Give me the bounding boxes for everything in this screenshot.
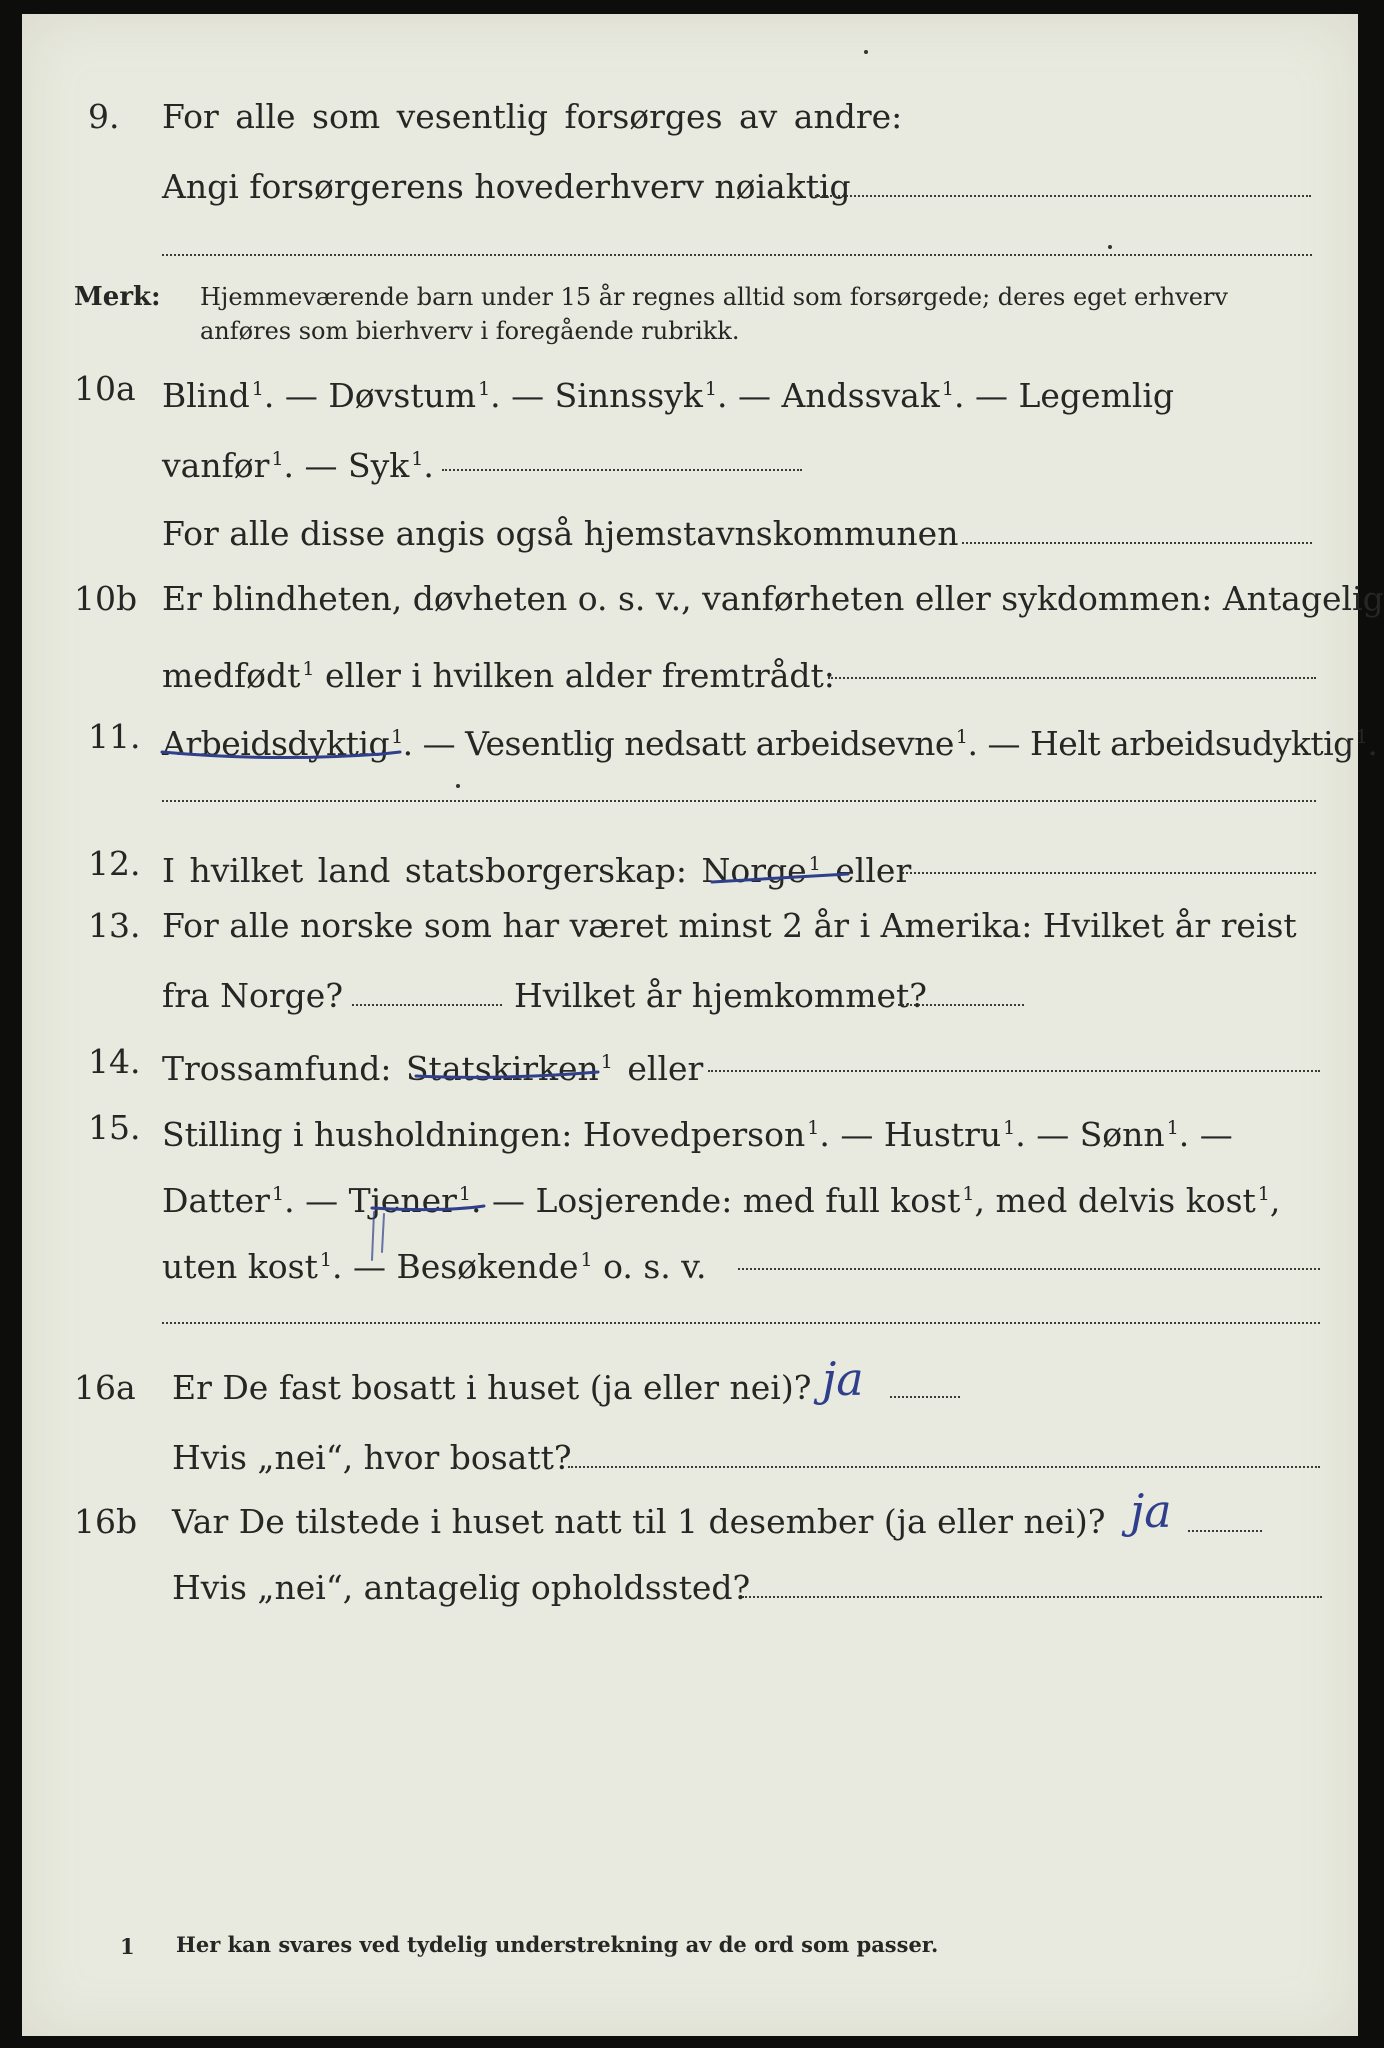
- footnote-ref: 1: [391, 726, 403, 748]
- question-10a-line-3: For alle disse angis også hjemstavnskommunen: [162, 514, 959, 553]
- option-sonn[interactable]: Sønn: [1079, 1115, 1165, 1154]
- footnote-ref: 1: [271, 448, 284, 470]
- option-tjener[interactable]: Tjener: [348, 1181, 457, 1220]
- question-15-line-1: Stilling i husholdningen: Hovedperson $^1$. — Hustru $^1$. — Sønn $^1$. —: [162, 1115, 1233, 1154]
- question-9-line-2: Angi forsørgerens hovederhverv nøiaktig: [162, 167, 851, 206]
- question-11-number: 11.: [88, 717, 141, 756]
- answer-line-q16a[interactable]: [890, 1396, 960, 1398]
- footnote-ref: 1: [962, 1183, 975, 1205]
- footnote-ref: 1: [319, 1249, 332, 1271]
- handwritten-answer-16a: ja: [822, 1352, 864, 1406]
- answer-line-q13-reist[interactable]: [352, 1004, 502, 1006]
- footnote-ref: 1: [478, 378, 491, 400]
- option-dovstum[interactable]: Døvstum: [328, 376, 477, 415]
- option-hovedperson[interactable]: Stilling i husholdningen: Hovedperson: [162, 1115, 806, 1154]
- option-blind[interactable]: Blind: [162, 376, 250, 415]
- question-16a-number: 16a: [74, 1368, 136, 1407]
- footnote-ref: 1: [941, 378, 954, 400]
- answer-line-q16b-opholdssted[interactable]: [742, 1596, 1322, 1598]
- merk-line-2: anføres som bierhverv i foregående rubrikk.: [200, 317, 740, 345]
- footnote-ref: 1: [807, 1117, 820, 1139]
- answer-line-q15-extra[interactable]: [162, 1322, 1320, 1324]
- question-16a-line-1: Er De fast bosatt i huset (ja eller nei)?: [172, 1368, 812, 1407]
- option-hustru[interactable]: Hustru: [883, 1115, 1002, 1154]
- answer-line-q9-extra[interactable]: [162, 254, 1312, 256]
- question-14-number: 14.: [88, 1042, 141, 1081]
- footnote-mark: 1: [120, 1934, 135, 1959]
- option-norge[interactable]: Norge: [701, 851, 807, 890]
- option-statskirken[interactable]: Statskirken: [405, 1049, 599, 1088]
- question-12-line-1: I hvilket land statsborgerskap: Norge $^1$ eller: [162, 851, 912, 890]
- question-13-number: 13.: [88, 906, 141, 945]
- question-9-line-1: For alle som vesentlig forsørges av andre:: [162, 97, 903, 136]
- footnote-ref: 1: [251, 378, 264, 400]
- merk-line-1: Hjemmeværende barn under 15 år regnes alltid som forsørgede; deres eget erhverv: [200, 283, 1228, 311]
- question-9-number: 9.: [88, 97, 120, 136]
- question-13-hjemkommet: Hvilket år hjemkommet?: [514, 976, 927, 1015]
- option-andssvak[interactable]: Andssvak: [781, 376, 940, 415]
- merk-label: Merk:: [74, 282, 161, 312]
- question-15-line-3: uten kost $^1$. — Besøkende $^1$ o. s. v.: [162, 1247, 707, 1286]
- question-10a-line-1: Blind $^1$. — Døvstum $^1$. — Sinnssyk $^1$. — Andssvak $^1$. — Legemlig: [162, 376, 1175, 415]
- footnote-ref: 1: [580, 1249, 593, 1271]
- answer-line-q14[interactable]: [708, 1070, 1320, 1072]
- question-10b-line-2: medfødt $^1$ eller i hvilken alder fremtrådt:: [162, 656, 835, 695]
- option-vesentlig-nedsatt[interactable]: Vesentlig nedsatt arbeidsevne: [465, 724, 954, 763]
- question-16b-number: 16b: [74, 1502, 138, 1541]
- handwritten-answer-16b: ja: [1130, 1484, 1172, 1538]
- question-14-line-1: Trossamfund: Statskirken $^1$ eller: [162, 1049, 704, 1088]
- question-10b-line-1: Er blindheten, døvheten o. s. v., vanførheten eller sykdommen: Antagelig: [162, 579, 1384, 618]
- question-12-number: 12.: [88, 844, 141, 883]
- answer-line-q11[interactable]: [162, 800, 1316, 802]
- question-10b-number: 10b: [74, 579, 138, 618]
- question-10a-number: 10a: [74, 369, 136, 408]
- option-syk[interactable]: Syk: [348, 446, 410, 485]
- answer-line-q10a-syk[interactable]: [442, 469, 802, 471]
- question-11-line-1: Arbeidsdyktig $^1$. — Vesentlig nedsatt arbeidsevne $^1$. — Helt arbeidsudyktig $^1$.: [162, 724, 1378, 763]
- option-besokende[interactable]: Besøkende: [396, 1247, 579, 1286]
- footnote-ref: 1: [600, 1051, 613, 1073]
- question-10a-line-2: vanfør $^1$. — Syk $^1$.: [162, 446, 434, 485]
- stray-mark: [864, 50, 868, 54]
- option-legemlig[interactable]: Legemlig: [1018, 376, 1175, 415]
- option-arbeidsdyktig[interactable]: Arbeidsdyktig: [162, 724, 390, 763]
- option-uten-kost[interactable]: uten kost: [162, 1247, 318, 1286]
- option-medfodt[interactable]: medfødt: [162, 656, 301, 695]
- question-16b-line-1: Var De tilstede i huset natt til 1 desember (ja eller nei)?: [172, 1502, 1106, 1541]
- footnote-text: Her kan svares ved tydelig understrekning av de ord som passer.: [176, 1932, 939, 1957]
- option-helt-arbeidsudyktig[interactable]: Helt arbeidsudyktig: [1030, 724, 1354, 763]
- option-losjerende-full-kost[interactable]: Losjerende: med full kost: [535, 1181, 961, 1220]
- answer-line-q12[interactable]: [902, 872, 1316, 874]
- answer-line-q13-hjemkommet[interactable]: [898, 1004, 1024, 1006]
- option-delvis-kost[interactable]: med delvis kost: [995, 1181, 1256, 1220]
- footnote-ref: 1: [1166, 1117, 1179, 1139]
- footnote-ref: 1: [302, 658, 315, 680]
- footnote-ref: 1: [458, 1183, 471, 1205]
- footnote-ref: 1: [955, 726, 968, 748]
- footnote-ref: 1: [808, 853, 821, 875]
- answer-line-q16a-hvor[interactable]: [568, 1466, 1320, 1468]
- footnote-ref: 1: [411, 448, 424, 470]
- answer-line-q9-occupation[interactable]: [815, 195, 1311, 197]
- question-15-number: 15.: [88, 1108, 141, 1147]
- footnote-ref: 1: [1257, 1183, 1270, 1205]
- stray-mark: [456, 784, 460, 788]
- answer-line-q10b[interactable]: [828, 677, 1316, 679]
- answer-line-q10a-hjemstavn[interactable]: [962, 542, 1312, 544]
- question-13-fra-norge: fra Norge?: [162, 976, 344, 1015]
- option-vanfor[interactable]: vanfør: [162, 446, 270, 485]
- option-sinnssyk[interactable]: Sinnssyk: [554, 376, 703, 415]
- footnote-ref: 1: [1003, 1117, 1016, 1139]
- stray-mark: [1108, 245, 1112, 249]
- option-datter[interactable]: Datter: [162, 1181, 270, 1220]
- census-form-page: [22, 14, 1384, 2036]
- answer-line-q15[interactable]: [738, 1268, 1320, 1270]
- footnote-ref: 1: [704, 378, 717, 400]
- question-15-line-2: Datter $^1$. — Tjener $^1$. — Losjerende: med full kost $^1$, med delvis kost $^1$,: [162, 1181, 1281, 1220]
- footnote-ref: 1: [1355, 726, 1368, 748]
- footnote-ref: 1: [271, 1183, 285, 1205]
- question-16b-line-2: Hvis „nei“, antagelig opholdssted?: [172, 1568, 751, 1607]
- question-16a-line-2: Hvis „nei“, hvor bosatt?: [172, 1438, 572, 1477]
- question-13-line-1: For alle norske som har været minst 2 år i Amerika: Hvilket år reist: [162, 906, 1297, 945]
- answer-line-q16b[interactable]: [1188, 1530, 1262, 1532]
